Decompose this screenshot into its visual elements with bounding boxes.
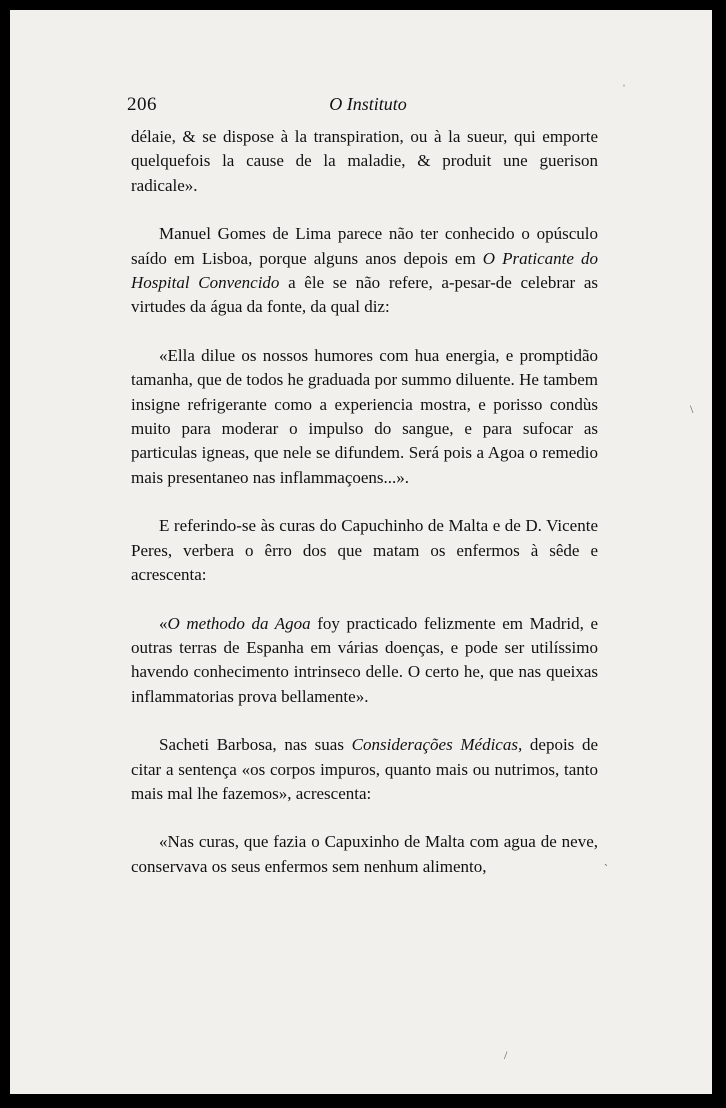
book-title-praticante: O Praticante do Hospital Convencido	[131, 248, 598, 293]
paragraph-capuchinho: E referindo-se às curas do Capuchinho de Malta e de D. Vicente Peres, verbera o êrro dos que matam os enfermos à sêde e acrescenta:	[131, 516, 598, 585]
stray-mark: \	[690, 402, 694, 416]
stray-mark: ˴	[604, 856, 608, 870]
quote-ella-dilue: «Ella dilue os nossos humores com hua energia, e promptidão tamanha, que de todos he graduada por summo diluente. He tambem insigne refrigerante como a experiencia mostra, e porisso condùs muito para moderar o impulso do sangue, e para sufocar as particulas igneas, que nele se difundem. Será pois a Agoa o remedio mais presentaneo nas inflammaçoens...».	[131, 345, 598, 487]
paragraph-sacheti-barbosa: Sacheti Barbosa, nas suas Considerações Médicas, depois de citar a sentença «os corpos impuros, quanto mais ou nutrimos, tanto mais mal lhe fazemos», acrescenta:	[131, 735, 599, 803]
book-title-consideracoes: Considerações Médicas,	[351, 735, 523, 755]
page-number: 206	[127, 94, 157, 115]
italic-methodo: O methodo da Agoa	[167, 613, 311, 633]
paragraph-continuation: délaie, & se dispose à la transpiration, ou à la sueur, qui emporte quelquefois la cause de la maladie, & produit une guerison radicale».	[131, 127, 598, 195]
running-title: O Instituto	[329, 94, 407, 114]
quote-nas-curas: «Nas curas, que fazia o Capuxinho de Malta com agua de neve, conservava os seus enfermos sem nenhum alimento,	[131, 832, 598, 876]
paragraph-gomes-de-lima: Manuel Gomes de Lima parece não ter conhecido o opúsculo saído em Lisboa, porque alguns anos depois em O Praticante do Hospital Convencido a êle se não refere, a-pesar-de celebrar as virtudes da água da fonte, da qual diz:	[131, 224, 599, 317]
body-text	[131, 125, 598, 879]
page-header	[127, 94, 609, 118]
quote-methodo-da-agoa: «O methodo da Agoa foy practicado felizmente em Madrid, e outras terras de Espanha em várias doenças, e pode ser utilíssimo havendo conhecimento intrinseco delle. O certo he, que nas queixas inflammatorias prova bellamente».	[131, 613, 598, 706]
stray-mark: /	[504, 1048, 508, 1062]
stray-mark: ˈ	[622, 82, 626, 96]
book-page	[10, 10, 712, 1094]
